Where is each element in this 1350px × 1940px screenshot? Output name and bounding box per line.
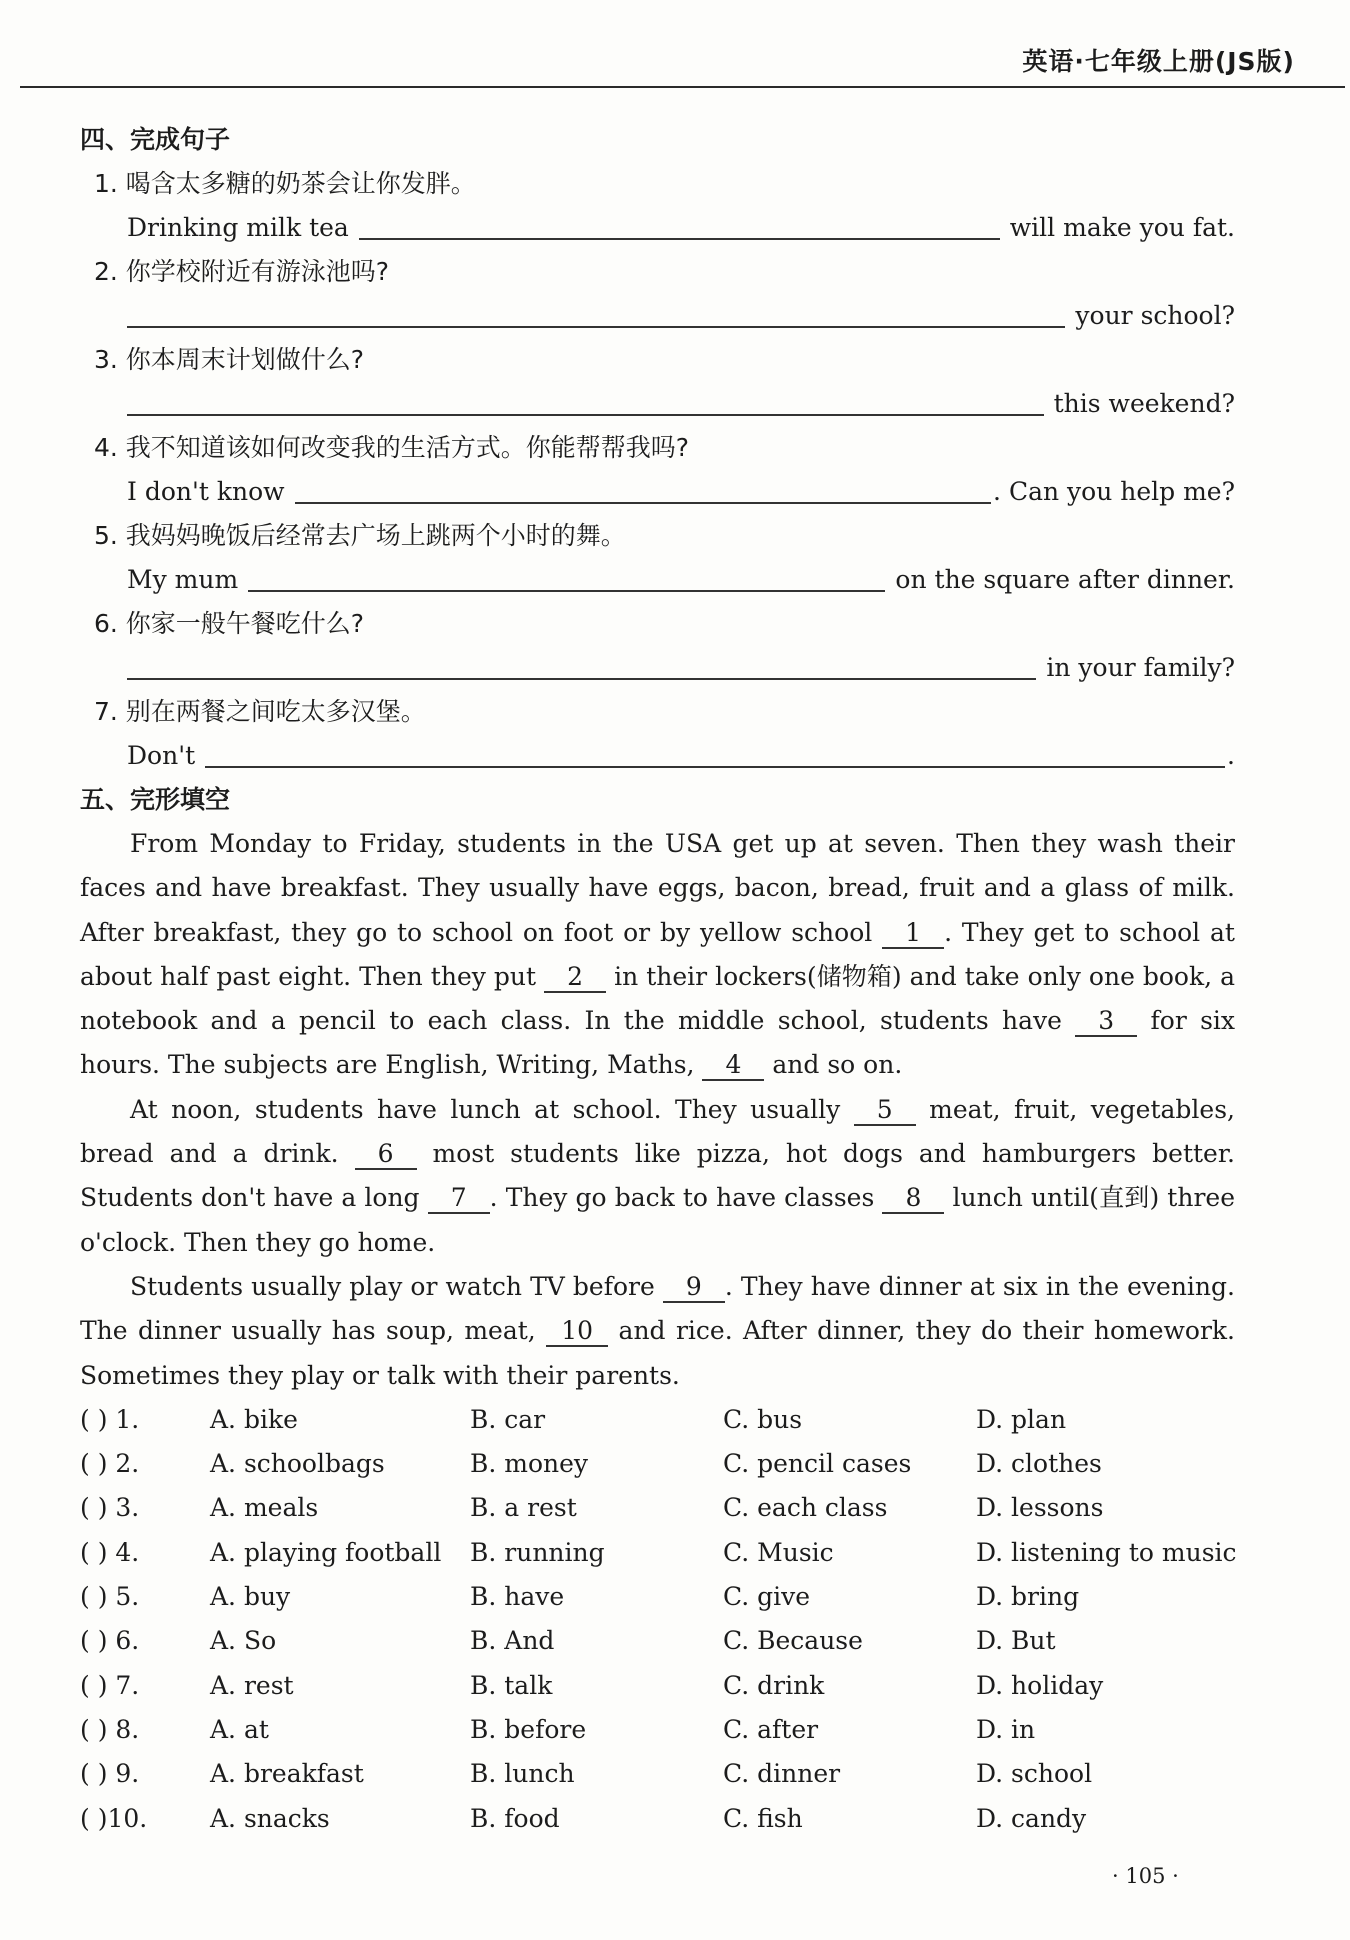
cloze-blank-1[interactable]: 1 [882,919,944,949]
cloze-blank-9[interactable]: 9 [663,1273,725,1303]
sentence-5-answer-blank[interactable] [248,589,885,592]
options-list [80,1398,1235,1841]
sentence-5-english [80,558,1235,602]
cloze-blank-2[interactable]: 2 [544,963,606,993]
sentence-1-suffix: will make you fat. [1009,213,1235,242]
sentence-5-suffix: on the square after dinner. [895,565,1235,594]
page-number: · 105 · [1112,1864,1179,1888]
option-d[interactable]: D. plan [976,1404,1067,1434]
cloze-blank-3[interactable]: 3 [1075,1007,1137,1037]
option-row-2 [80,1442,1235,1486]
answer-slot-7[interactable]: ( ) 7. [80,1670,140,1700]
answer-slot-9[interactable]: ( ) 9. [80,1759,140,1789]
sentence-1-english [80,206,1235,250]
option-a[interactable]: A. buy [210,1582,291,1612]
sentence-7-answer-blank[interactable] [205,765,1225,768]
answer-slot-5[interactable]: ( ) 5. [80,1582,140,1612]
sentence-6-suffix: in your family? [1046,653,1235,682]
cloze-p3-text-3: and rice. After dinner, they do their homework. Sometimes they play or talk with their parents. [80,1316,1235,1390]
option-row-8 [80,1708,1235,1752]
sentence-1-answer-blank[interactable] [359,237,1000,240]
option-a[interactable]: A. at [210,1714,269,1744]
option-row-6 [80,1619,1235,1663]
cloze-p2-text-3: most students like pizza, hot dogs and hamburgers better. Students don't have a long [80,1139,1235,1213]
option-b[interactable]: B. And [470,1626,555,1656]
cloze-p1-text-2: . They get to school at about half past eight. Then they put [80,917,1235,991]
option-b[interactable]: B. lunch [470,1759,575,1789]
sentence-3-suffix: this weekend? [1053,389,1235,418]
cloze-blank-4[interactable]: 4 [702,1051,764,1081]
sentence-1-prefix: Drinking milk tea [127,213,349,242]
option-a[interactable]: A. bike [210,1404,298,1434]
sentence-7-chinese: 7. 别在两餐之间吃太多汉堡。 [94,697,426,726]
option-a[interactable]: A. schoolbags [210,1449,385,1479]
sentence-6-answer-blank[interactable] [127,677,1036,680]
sentence-3-answer-blank[interactable] [127,413,1044,416]
option-c[interactable]: C. fish [723,1803,803,1833]
option-b[interactable]: B. a rest [470,1493,577,1523]
cloze-p1-text-1: From Monday to Friday, students in the USA get up at seven. Then they wash their faces and have breakfast. They usually have eggs, bacon, bread, fruit and a glass of milk. After breakfast, they go to school on foot or by yellow school [80,829,1235,947]
sentence-4-prefix: I don't know [127,477,285,506]
cloze-paragraph-3 [80,1265,1235,1398]
sentence-4-answer-blank[interactable] [295,501,992,504]
option-row-3 [80,1486,1235,1530]
option-a[interactable]: A. breakfast [210,1759,364,1789]
sentence-2-answer-blank[interactable] [127,325,1065,328]
option-row-9 [80,1752,1235,1796]
cloze-p2-text-5: lunch until(直到) three o'clock. Then they go home. [80,1183,1235,1257]
cloze-p1-text-5: and so on. [764,1050,903,1080]
option-a[interactable]: A. meals [210,1493,319,1523]
page-header [20,38,1345,88]
sentence-7-prefix: Don't [127,741,196,770]
sentence-4-suffix: . Can you help me? [993,477,1235,506]
cloze-p2-text-4: . They go back to have classes [489,1183,883,1213]
option-d[interactable]: D. school [976,1759,1093,1789]
answer-slot-8[interactable]: ( ) 8. [80,1714,140,1744]
cloze-p2-text-2: meat, fruit, vegetables, bread and a drink. [80,1094,1235,1169]
cloze-paragraph-2 [80,1088,1235,1265]
cloze-blank-7[interactable]: 7 [428,1184,490,1214]
option-row-4 [80,1531,1235,1575]
option-d[interactable]: D. But [976,1626,1056,1656]
option-row-5 [80,1575,1235,1619]
option-c[interactable]: C. dinner [723,1759,841,1789]
cloze-blank-10[interactable]: 10 [546,1317,608,1347]
sentence-4-chinese: 4. 我不知道该如何改变我的生活方式。你能帮帮我吗? [94,433,690,462]
section-4-title: 四、完成句子 [80,125,231,154]
option-c[interactable]: C. Because [723,1626,863,1656]
cloze-paragraph-1 [80,822,1235,1088]
book-title: 英语·七年级上册(JS版) [1022,47,1295,76]
answer-slot-6[interactable]: ( ) 6. [80,1626,140,1656]
answer-slot-10[interactable]: ( )10. [80,1803,148,1833]
sentence-5-chinese: 5. 我妈妈晚饭后经常去广场上跳两个小时的舞。 [94,521,626,550]
sentence-2-english [80,294,1235,338]
option-b[interactable]: B. have [470,1582,565,1612]
option-c[interactable]: C. Music [723,1537,834,1567]
sentence-3-chinese: 3. 你本周末计划做什么? [94,345,365,374]
option-a[interactable]: A. playing football [210,1537,442,1567]
option-b[interactable]: B. running [470,1537,605,1567]
option-c[interactable]: C. each class [723,1493,888,1523]
cloze-p3-text-2: . They have dinner at six in the evening. The dinner usually has soup, meat, [80,1271,1235,1346]
cloze-blank-8[interactable]: 8 [882,1184,944,1214]
option-c[interactable]: C. give [723,1582,811,1612]
cloze-blank-6[interactable]: 6 [355,1140,417,1170]
cloze-p1-text-4: for six hours. The subjects are English, Writing, Maths, [80,1006,1235,1080]
sentence-2-chinese: 2. 你学校附近有游泳池吗? [94,257,390,286]
option-d[interactable]: D. bring [976,1582,1080,1612]
option-b[interactable]: B. talk [470,1670,553,1700]
option-b[interactable]: B. money [470,1449,589,1479]
cloze-p2-text-1: At noon, students have lunch at school. They usually [130,1094,854,1124]
option-c[interactable]: C. pencil cases [723,1449,912,1479]
sentence-3-english [80,382,1235,426]
sentence-7-suffix: . [1227,741,1235,770]
sentence-1-chinese: 1. 喝含太多糖的奶茶会让你发胖。 [94,169,476,198]
option-c[interactable]: C. drink [723,1670,825,1700]
option-a[interactable]: A. So [210,1626,277,1656]
option-row-7 [80,1664,1235,1708]
sentence-4-english [80,470,1235,514]
answer-slot-2[interactable]: ( ) 2. [80,1449,140,1479]
cloze-blank-5[interactable]: 5 [854,1096,916,1126]
option-c[interactable]: C. after [723,1714,819,1744]
page-content [80,118,1235,1841]
cloze-p3-text-1: Students usually play or watch TV before [130,1271,663,1301]
section-5-title: 五、完形填空 [80,785,231,814]
option-d[interactable]: D. clothes [976,1449,1102,1479]
answer-slot-3[interactable]: ( ) 3. [80,1493,140,1523]
option-c[interactable]: C. bus [723,1404,803,1434]
option-d[interactable]: D. lessons [976,1493,1104,1523]
option-d[interactable]: D. in [976,1714,1036,1744]
option-a[interactable]: A. snacks [210,1803,330,1833]
answer-slot-4[interactable]: ( ) 4. [80,1537,140,1567]
answer-slot-1[interactable]: ( ) 1. [80,1404,140,1434]
option-b[interactable]: B. before [470,1714,587,1744]
option-row-10 [80,1797,1235,1841]
sentence-5-prefix: My mum [127,565,239,594]
option-b[interactable]: B. car [470,1404,546,1434]
option-a[interactable]: A. rest [210,1670,294,1700]
sentence-6-english [80,646,1235,690]
option-d[interactable]: D. candy [976,1803,1087,1833]
option-b[interactable]: B. food [470,1803,560,1833]
sentence-2-suffix: your school? [1075,301,1235,330]
sentence-7-english [80,734,1235,778]
sentence-6-chinese: 6. 你家一般午餐吃什么? [94,609,365,638]
option-row-1 [80,1398,1235,1442]
option-d[interactable]: D. listening to music [976,1537,1237,1567]
cloze-p1-text-3: in their lockers(储物箱) and take only one book, a notebook and a pencil to each class. In the middle school, students have [80,961,1236,1036]
option-d[interactable]: D. holiday [976,1670,1104,1700]
